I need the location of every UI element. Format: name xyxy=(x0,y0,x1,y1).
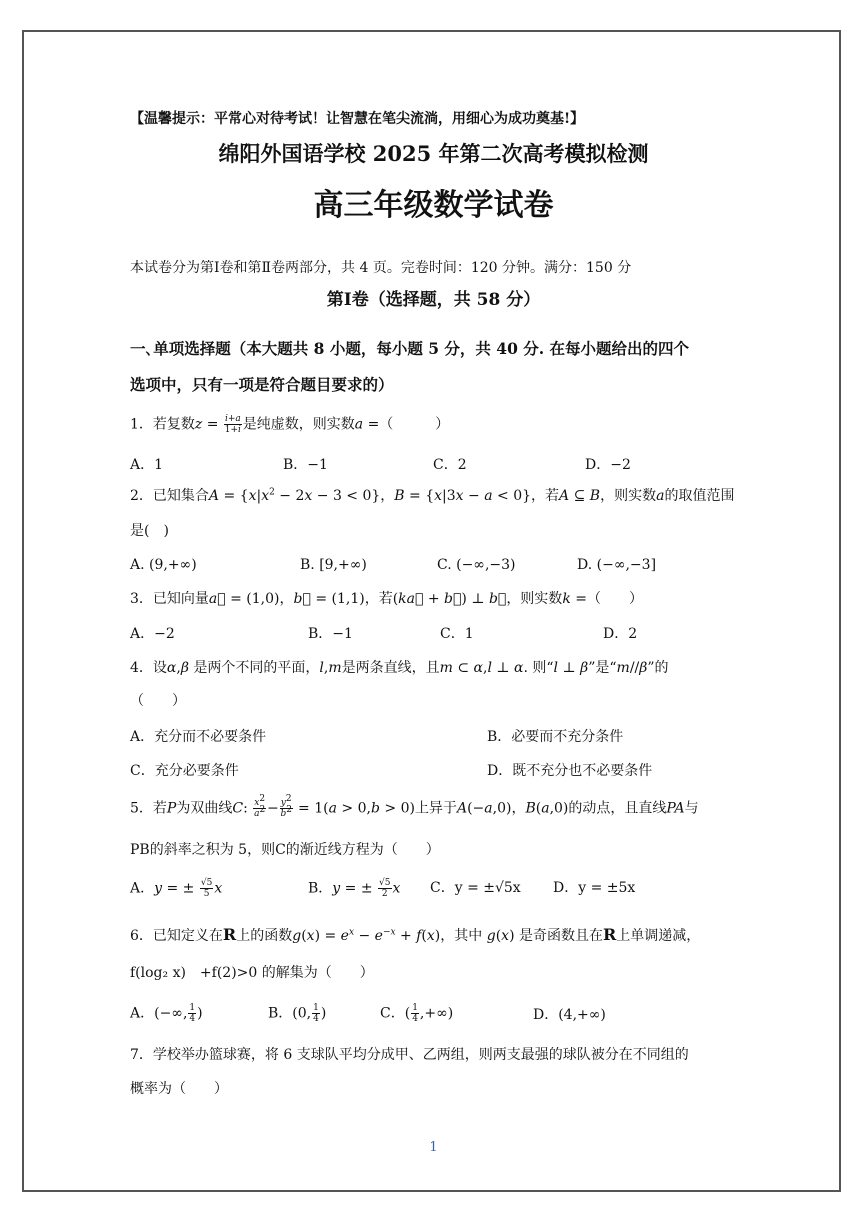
school-title: 绵阳外国语学校 2025 年第二次高考模拟检测 xyxy=(218,141,649,166)
question-3-stem: 3．已知向量a⃗ = (1,0)，b⃗ = (1,1)，若(ka⃗ + b⃗) ⊥ b⃗，则实数k =（ ） xyxy=(130,591,643,607)
question-6-option-d: D．(4,+∞) xyxy=(533,1007,606,1023)
question-5-option-b: B．y = ± $\frac{√5}{2}$ x xyxy=(308,878,401,899)
question-7-stem: 7．学校举办篮球赛，将 6 支球队平均分成甲、乙两组，则两支最强的球队被分在不同组的 xyxy=(130,1047,689,1063)
question-2-stem: 2．已知集合$A = \{x|x^2 - 2x - 3 < 0\}$，B = {x|3x − a < 0}，若A ⊆ B，则实数a的取值范围 xyxy=(130,487,735,504)
section-title: 第Ⅰ卷（选择题，共 58 分） xyxy=(326,290,541,310)
question-3-option-d: D．2 xyxy=(603,626,638,642)
question-4-option-c: C．充分必要条件 xyxy=(130,763,239,779)
question-5-option-c: C．y = ±√5x xyxy=(430,880,521,896)
question-7-stem-cont: 概率为（ ） xyxy=(130,1081,228,1097)
question-5-option-d: D．y = ±5x xyxy=(553,880,636,896)
question-4-option-b: B．必要而不充分条件 xyxy=(487,729,624,745)
question-2-stem-cont: 是( ) xyxy=(130,523,169,539)
question-6-stem-cont: f(log₂ x) +f(2)>0 的解集为（ ） xyxy=(130,965,374,981)
section-instruction-1: 一､单项选择题（本大题共 8 小题，每小题 5 分，共 40 分. 在每小题给出的四个 xyxy=(130,339,690,358)
page-number: 1 xyxy=(429,1140,438,1155)
question-2-option-c: C. (−∞,−3) xyxy=(437,557,516,573)
question-6-option-a: A．(−∞, $\frac{1}{4}$ ) xyxy=(130,1003,203,1024)
question-4-option-a: A．充分而不必要条件 xyxy=(130,729,267,745)
question-1-stem: 1．若复数z = $\frac{i+a}{1+i}$ 是纯虚数，则实数a =（ ） xyxy=(130,414,450,435)
exam-title: 高三年级数学试卷 xyxy=(313,188,554,223)
question-4-stem-cont: （ ） xyxy=(130,693,186,709)
question-5-option-a: A．y = ± $\frac{√5}{5}$ x xyxy=(130,878,223,899)
question-2-option-d: D. (−∞,−3] xyxy=(577,557,657,573)
question-6-option-b: B．(0, $\frac{1}{4}$ ) xyxy=(268,1003,327,1024)
question-4-stem: 4．设α,β 是两个不同的平面，l,m是两条直线，且m ⊂ α,l ⊥ α. 则“l ⊥ β”是“m//β”的 xyxy=(130,660,669,676)
exam-info: 本试卷分为第Ⅰ卷和第Ⅱ卷两部分，共 4 页。完卷时间：120 分钟。满分：150 分 xyxy=(130,260,632,276)
question-1-option-c: C．2 xyxy=(433,457,467,473)
question-1-option-d: D．−2 xyxy=(585,457,631,473)
question-4-option-d: D．既不充分也不必要条件 xyxy=(487,763,653,779)
question-1-option-a: A．1 xyxy=(130,457,164,473)
question-2-option-a: A. (9,+∞) xyxy=(130,557,197,573)
section-instruction-2: 选项中，只有一项是符合题目要求的） xyxy=(130,375,394,394)
question-3-option-c: C．1 xyxy=(440,626,474,642)
question-5-stem: 5．若P为双曲线C: $\frac{x^2}{a^2}$ − $\frac{y^2}{b^2}$ = 1(a > 0,b > 0)上异于A(−a,0)，B(a,0)的动点，且直线PA与 xyxy=(130,794,699,819)
question-6-option-c: C．( $\frac{1}{4}$ ,+∞) xyxy=(380,1003,454,1024)
exam-tip: 【温馨提示：平常心对待考试！让智慧在笔尖流淌，用细心为成功奠基!】 xyxy=(130,111,585,127)
question-5-stem-cont: PB的斜率之积为 5，则C的渐近线方程为（ ） xyxy=(130,842,440,858)
question-6-stem: 6．已知定义在R上的函数$g(x) = e^x - e^{-x} + f(x)$，其中 g(x) 是奇函数且在R上单调递减， xyxy=(130,925,701,944)
question-2-option-b: B. [9,+∞) xyxy=(300,557,367,573)
question-3-option-b: B．−1 xyxy=(308,626,353,642)
question-1-option-b: B．−1 xyxy=(283,457,328,473)
question-3-option-a: A．−2 xyxy=(130,626,175,642)
